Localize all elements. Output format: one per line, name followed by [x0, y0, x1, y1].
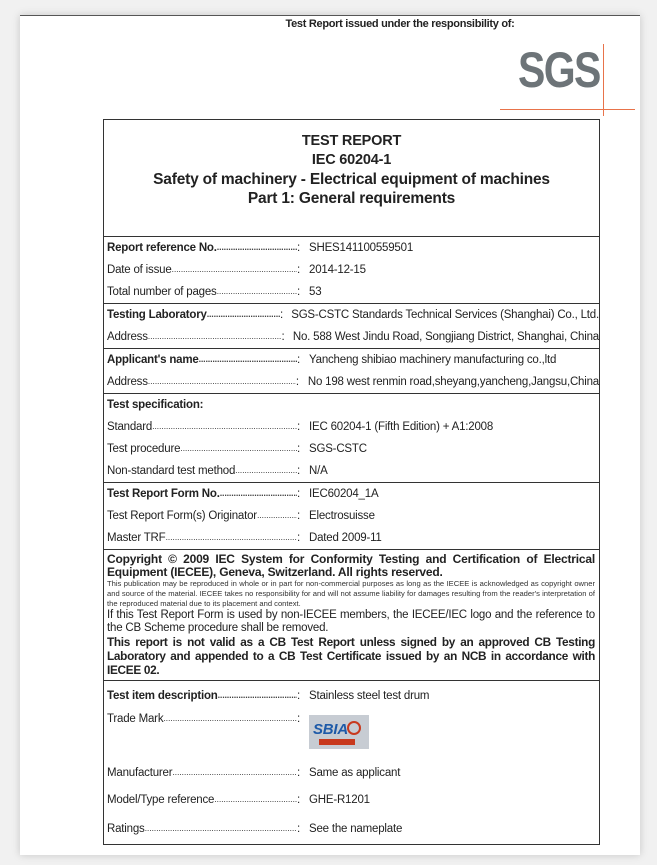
- table-row: Address ..... : No. 588 West Jindu Road, Songjiang District, Shanghai, China: [104, 326, 599, 348]
- table-row: Total number of pages ..... : 53: [104, 281, 599, 303]
- table-row: Test Report Form No. ..... : IEC60204_1A: [104, 482, 599, 505]
- table-row: Date of issue ..... : 2014-12-15: [104, 259, 599, 281]
- row-value: No 198 west renmin road,sheyang,yancheng,Jangsu,China: [307, 376, 599, 388]
- row-label: Address: [107, 331, 148, 343]
- table-row: Test Report Form(s) Originator ..... : Electrosuisse: [104, 505, 599, 527]
- table-row: [104, 393, 599, 416]
- row-label: Total number of pages: [107, 286, 217, 298]
- row-label: Address: [107, 376, 148, 388]
- label: Model/Type reference: [107, 794, 215, 806]
- trademark-logo: SBIA: [309, 715, 369, 749]
- validity-notice: This report is not valid as a CB Test Report unless signed by an approved CB Testing Laboratory and appended to a CB Test Certificate issued by an NCB in accordance with IECEE 02.: [107, 635, 595, 677]
- row-label: Master TRF: [107, 532, 166, 544]
- row-value: IEC60204_1A: [309, 488, 379, 500]
- row-value: N/A: [309, 465, 328, 477]
- copyright-notice: If this Test Report Form is used by non-IECEE members, the IECEE/IEC logo and the reference to the CB Scheme procedure shall be removed.: [107, 609, 595, 634]
- row-value: Dated 2009-11: [309, 532, 382, 544]
- label: Trade Mark: [107, 713, 164, 725]
- row-label: Report reference No.: [107, 242, 217, 254]
- copyright-heading: Copyright © 2009 IEC System for Conformity Testing and Certification of Electrical Equipment (IECEE), Geneva, Switzerland. All rights reserved.: [107, 552, 595, 579]
- label: Test item description: [107, 690, 218, 702]
- copyright-small-print: This publication may be reproduced in whole or in part for non-commercial purposes as long as the IECEE is acknowledged as copyright owner and source of the material. IECEE takes no responsibility for and will not assume liability for damages resulting from the reader's interpretation of the reproduced material due to its placement and context.: [107, 579, 595, 608]
- row-value: SGS-CSTC: [309, 443, 367, 455]
- row-value: 2014-12-15: [309, 264, 366, 276]
- trademark-row: Trade Mark ..... : SBIA: [104, 711, 599, 759]
- row-value: SGS-CSTC Standards Technical Services (Shanghai) Co., Ltd.: [291, 309, 599, 321]
- table-row: Standard ..... : IEC 60204-1 (Fifth Edition) + A1:2008: [104, 416, 599, 438]
- test-item-row: Test item description ..... : Stainless steel test drum: [104, 680, 599, 711]
- row-label: Test procedure: [107, 443, 181, 455]
- table-row: Report reference No. ..... : SHES141100559501: [104, 237, 599, 259]
- model-row: Model/Type reference ..... : GHE-R1201: [104, 786, 599, 814]
- row-value: IEC 60204-1 (Fifth Edition) + A1:2008: [309, 421, 494, 433]
- sgs-logo: SGS: [500, 39, 640, 113]
- report-title: TEST REPORT: [301, 133, 402, 149]
- table-row: Testing Laboratory ..... : SGS-CSTC Standards Technical Services (Shanghai) Co., Ltd.: [104, 303, 599, 326]
- row-value: No. 588 West Jindu Road, Songjiang District, Shanghai, China: [292, 331, 599, 343]
- row-value: SHES141100559501: [309, 242, 414, 254]
- standard-part: Part 1: General requirements: [247, 190, 456, 207]
- copyright-block: [104, 549, 599, 680]
- table-row: Test procedure ..... : SGS-CSTC: [104, 438, 599, 460]
- row-value: 53: [309, 286, 322, 298]
- row-value: Electrosuisse: [309, 510, 375, 522]
- row-label: Standard: [107, 421, 153, 433]
- label: Ratings: [107, 823, 145, 835]
- model-value: GHE-R1201: [309, 794, 370, 806]
- label: Manufacturer: [107, 766, 173, 779]
- row-label: Test Report Form No.: [107, 488, 220, 500]
- row-value: Yancheng shibiao machinery manufacturing co.,ltd: [309, 354, 557, 366]
- issued-by-text: Test Report issued under the responsibility of:: [285, 18, 515, 30]
- manufacturer-value: Same as applicant: [309, 766, 401, 779]
- row-label: Date of issue: [107, 264, 172, 276]
- test-item-value: Stainless steel test drum: [309, 690, 430, 702]
- document-page: [20, 15, 640, 855]
- ratings-value: See the nameplate: [309, 823, 403, 835]
- standard-number: IEC 60204-1: [311, 152, 392, 168]
- ratings-row: Ratings ..... : See the nameplate: [104, 814, 599, 844]
- manufacturer-row: Manufacturer ..... : Same as applicant: [104, 759, 599, 786]
- top-rule: [20, 15, 640, 16]
- row-label: Test specification:: [107, 399, 204, 411]
- row-label: Test Report Form(s) Originator: [107, 510, 257, 522]
- report-title-block: [104, 120, 599, 237]
- row-label: Applicant's name: [107, 354, 199, 366]
- standard-title: Safety of machinery - Electrical equipment of machines: [153, 171, 550, 188]
- report-table: [103, 119, 600, 845]
- row-label: Testing Laboratory: [107, 309, 207, 321]
- row-label: Non-standard test method: [107, 465, 236, 477]
- table-row: Non-standard test method ..... : N/A: [104, 460, 599, 482]
- table-row: Address ..... : No 198 west renmin road,sheyang,yancheng,Jangsu,China: [104, 371, 599, 393]
- table-row: Applicant's name ..... : Yancheng shibiao machinery manufacturing co.,ltd: [104, 348, 599, 371]
- table-row: Master TRF ..... : Dated 2009-11: [104, 527, 599, 549]
